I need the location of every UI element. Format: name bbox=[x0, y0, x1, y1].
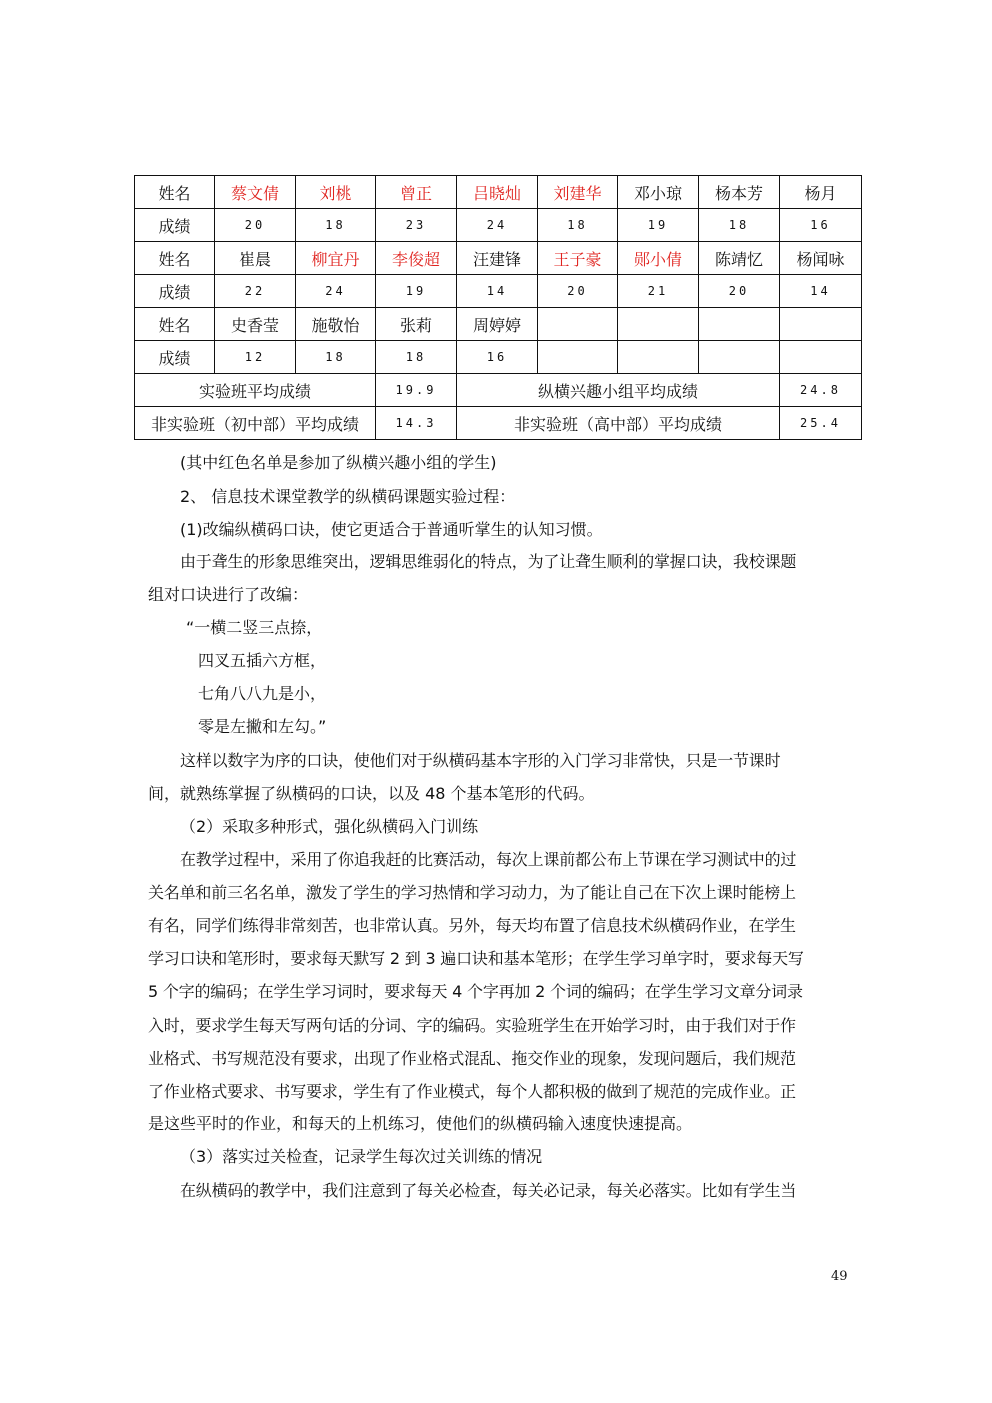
summary-label-cell: 实验班平均成绩 bbox=[135, 374, 376, 407]
student-name-cell: 刘桃 bbox=[296, 176, 376, 209]
row-header-cell: 成绩 bbox=[135, 341, 215, 374]
student-name-cell: 张莉 bbox=[376, 308, 457, 341]
student-name-cell: 柳宜丹 bbox=[296, 242, 376, 275]
student-name-cell: 汪建锋 bbox=[457, 242, 538, 275]
paragraph-line: 由于聋生的形象思维突出，逻辑思维弱化的特点，为了让聋生顺利的掌握口诀，我校课题 bbox=[180, 552, 797, 571]
name-row bbox=[135, 308, 862, 341]
paragraph-line: 在教学过程中，采用了你追我赶的比赛活动，每次上课前都公布上节课在学习测试中的过 bbox=[180, 850, 797, 869]
paragraph-line: 入时，要求学生每天写两句话的分词、字的编码。实验班学生在开始学习时，由于我们对于作 bbox=[148, 1016, 796, 1035]
score-cell: 20 bbox=[215, 209, 296, 242]
summary-label-cell: 纵横兴趣小组平均成绩 bbox=[457, 374, 780, 407]
row-header-cell: 姓名 bbox=[135, 176, 215, 209]
table-note: (其中红色名单是参加了纵横兴趣小组的学生) bbox=[180, 453, 497, 472]
score-row bbox=[135, 341, 862, 374]
score-cell: 19 bbox=[618, 209, 699, 242]
student-name-cell: 王子豪 bbox=[538, 242, 618, 275]
student-name-cell: 邓小琼 bbox=[618, 176, 699, 209]
verse-line: 七角八八九是小， bbox=[198, 684, 327, 703]
paragraph-line: 组对口诀进行了改编： bbox=[148, 585, 309, 604]
paragraph-line: 在纵横码的教学中，我们注意到了每关必检查，每关必记录，每关必落实。比如有学生当 bbox=[180, 1181, 797, 1200]
student-name-cell bbox=[699, 308, 780, 341]
score-cell: 20 bbox=[538, 275, 618, 308]
summary-row bbox=[135, 374, 862, 407]
paragraph-line: 学习口诀和笔形时，要求每天默写 2 到 3 遍口诀和基本笔形；在学生学习单字时，要求每天写 bbox=[148, 949, 804, 968]
score-table bbox=[134, 175, 862, 440]
score-cell: 16 bbox=[780, 209, 862, 242]
student-name-cell: 刘建华 bbox=[538, 176, 618, 209]
row-header-cell: 姓名 bbox=[135, 242, 215, 275]
summary-value-cell: 19.9 bbox=[376, 374, 457, 407]
student-name-cell: 杨本芳 bbox=[699, 176, 780, 209]
row-header-cell: 姓名 bbox=[135, 308, 215, 341]
summary-value-cell: 24.8 bbox=[780, 374, 862, 407]
summary-value-cell: 14.3 bbox=[376, 407, 457, 440]
score-cell: 18 bbox=[296, 209, 376, 242]
score-cell: 18 bbox=[296, 341, 376, 374]
student-name-cell: 施敬怡 bbox=[296, 308, 376, 341]
subheading-3: （3）落实过关检查，记录学生每次过关训练的情况 bbox=[180, 1147, 543, 1166]
student-name-cell: 杨月 bbox=[780, 176, 862, 209]
paragraph-line: 是这些平时的作业，和每天的上机练习，使他们的纵横码输入速度快速提高。 bbox=[148, 1114, 693, 1133]
summary-row bbox=[135, 407, 862, 440]
subheading-1: (1)改编纵横码口诀，使它更适合于普通听掌生的认知习惯。 bbox=[180, 520, 603, 539]
score-cell: 14 bbox=[780, 275, 862, 308]
paragraph-line: 间，就熟练掌握了纵横码的口诀，以及 48 个基本笔形的代码。 bbox=[148, 784, 595, 803]
student-name-cell: 崔晨 bbox=[215, 242, 296, 275]
student-name-cell bbox=[780, 308, 862, 341]
score-cell bbox=[780, 341, 862, 374]
paragraph-line: 这样以数字为序的口诀，使他们对于纵横码基本字形的入门学习非常快，只是一节课时 bbox=[180, 751, 781, 770]
page-number: 49 bbox=[831, 1269, 848, 1284]
section-heading-2: 2、 信息技术课堂教学的纵横码课题实验过程： bbox=[180, 487, 516, 506]
score-cell: 16 bbox=[457, 341, 538, 374]
score-cell: 18 bbox=[699, 209, 780, 242]
paragraph-line: 有名，同学们练得非常刻苦，也非常认真。另外，每天均布置了信息技术纵横码作业，在学生 bbox=[148, 916, 796, 935]
score-cell bbox=[618, 341, 699, 374]
score-cell: 14 bbox=[457, 275, 538, 308]
row-header-cell: 成绩 bbox=[135, 209, 215, 242]
student-name-cell: 蔡文倩 bbox=[215, 176, 296, 209]
paragraph-line: 关名单和前三名名单，激发了学生的学习热情和学习动力，为了能让自己在下次上课时能榜上 bbox=[148, 883, 796, 902]
paragraph-line: 了作业格式要求、书写要求，学生有了作业模式，每个人都积极的做到了规范的完成作业。正 bbox=[148, 1082, 796, 1101]
score-row bbox=[135, 209, 862, 242]
verse-line: 四叉五插六方框， bbox=[198, 651, 327, 670]
student-name-cell: 曾正 bbox=[376, 176, 457, 209]
student-name-cell bbox=[618, 308, 699, 341]
name-row bbox=[135, 242, 862, 275]
score-row bbox=[135, 275, 862, 308]
summary-label-cell: 非实验班（高中部）平均成绩 bbox=[457, 407, 780, 440]
score-cell: 21 bbox=[618, 275, 699, 308]
verse-line: 零是左撇和左勾。” bbox=[198, 717, 327, 736]
score-cell: 20 bbox=[699, 275, 780, 308]
student-name-cell: 郧小倩 bbox=[618, 242, 699, 275]
score-cell: 12 bbox=[215, 341, 296, 374]
student-name-cell: 陈靖忆 bbox=[699, 242, 780, 275]
score-cell: 24 bbox=[296, 275, 376, 308]
student-name-cell: 史香莹 bbox=[215, 308, 296, 341]
student-name-cell: 吕晓灿 bbox=[457, 176, 538, 209]
row-header-cell: 成绩 bbox=[135, 275, 215, 308]
verse-line: “一横二竖三点捺， bbox=[186, 618, 323, 637]
summary-label-cell: 非实验班（初中部）平均成绩 bbox=[135, 407, 376, 440]
score-cell: 19 bbox=[376, 275, 457, 308]
paragraph-line: 业格式、书写规范没有要求，出现了作业格式混乱、拖交作业的现象，发现问题后，我们规范 bbox=[148, 1049, 796, 1068]
paragraph-line: 5 个字的编码；在学生学习词时，要求每天 4 个字再加 2 个词的编码；在学生学习文章分词录 bbox=[148, 982, 803, 1001]
score-cell: 18 bbox=[376, 341, 457, 374]
score-cell: 24 bbox=[457, 209, 538, 242]
score-cell bbox=[699, 341, 780, 374]
name-row bbox=[135, 176, 862, 209]
score-cell bbox=[538, 341, 618, 374]
score-cell: 18 bbox=[538, 209, 618, 242]
subheading-2: （2）采取多种形式，强化纵横码入门训练 bbox=[180, 817, 479, 836]
score-cell: 22 bbox=[215, 275, 296, 308]
score-cell: 23 bbox=[376, 209, 457, 242]
student-name-cell: 周婷婷 bbox=[457, 308, 538, 341]
student-name-cell: 李俊超 bbox=[376, 242, 457, 275]
summary-value-cell: 25.4 bbox=[780, 407, 862, 440]
student-name-cell: 杨闻咏 bbox=[780, 242, 862, 275]
student-name-cell bbox=[538, 308, 618, 341]
